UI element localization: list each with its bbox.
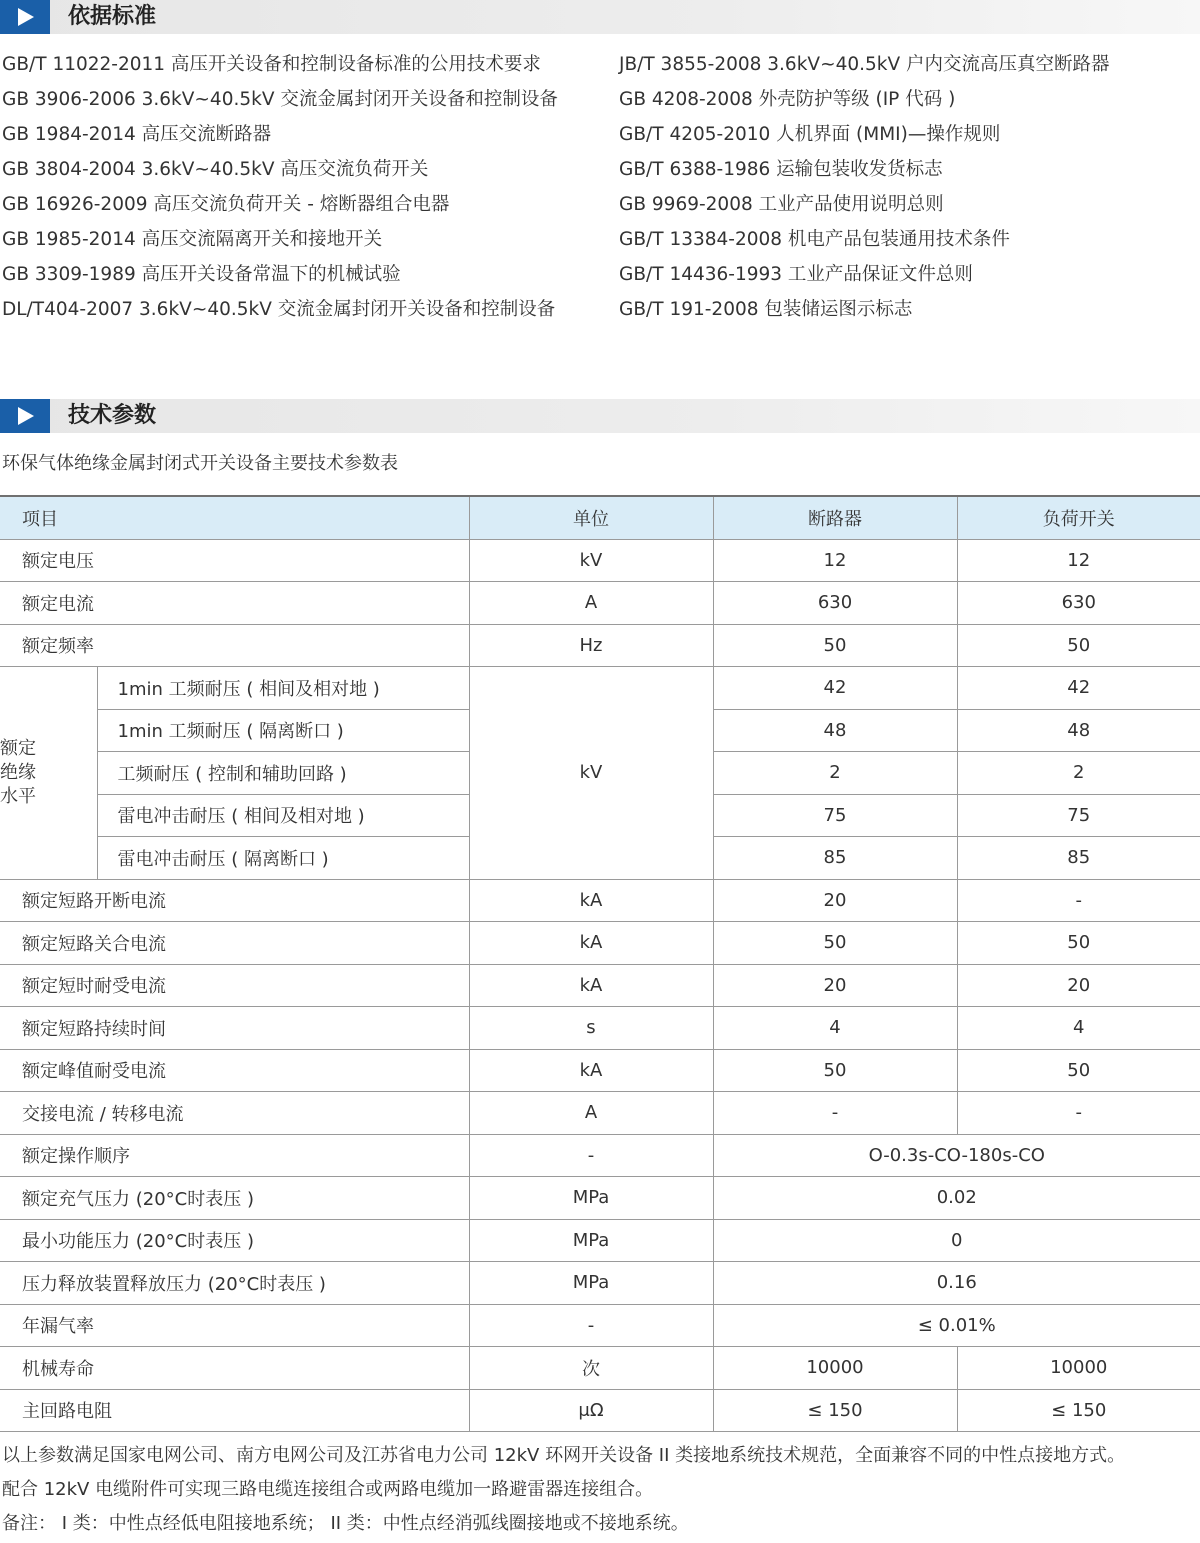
row-breaker-value: 50 (713, 1049, 957, 1092)
table-row (0, 582, 1200, 625)
play-arrow-icon (0, 0, 50, 34)
row-item: 额定操作顺序 (0, 1134, 469, 1177)
standard-item: GB/T 11022-2011 高压开关设备和控制设备标准的公用技术要求 (2, 54, 541, 75)
table-row (0, 1304, 1200, 1347)
row-unit: kA (469, 1049, 713, 1092)
row-unit: kA (469, 922, 713, 965)
table-row (0, 1092, 1200, 1135)
row-breaker-value: 20 (713, 964, 957, 1007)
table-row (0, 1219, 1200, 1262)
insulation-label-line: 绝缘 (0, 761, 36, 783)
row-unit: A (469, 1092, 713, 1135)
row-item: 额定电流 (0, 582, 469, 625)
table-row (0, 624, 1200, 667)
table-row (0, 1389, 1200, 1432)
standard-item: GB 3804-2004 3.6kV~40.5kV 高压交流负荷开关 (2, 159, 429, 180)
standard-item: GB 1984-2014 高压交流断路器 (2, 124, 272, 145)
row-item: 额定电压 (0, 539, 469, 582)
row-load-value: 48 (957, 709, 1200, 752)
row-breaker-value: 2 (713, 752, 957, 795)
row-breaker-value: 50 (713, 922, 957, 965)
table-header-row (0, 496, 1200, 539)
section-header-parameters (0, 399, 1200, 433)
row-load-value: - (957, 1092, 1200, 1135)
row-load-value: 630 (957, 582, 1200, 625)
standard-item: GB 4208-2008 外壳防护等级 (IP 代码 ) (619, 89, 956, 110)
table-row (0, 1347, 1200, 1390)
table-caption: 环保气体绝缘金属封闭式开关设备主要技术参数表 (2, 453, 398, 474)
row-item: 额定短路开断电流 (0, 879, 469, 922)
row-item: 年漏气率 (0, 1304, 469, 1347)
table-row (0, 922, 1200, 965)
note-line: 以上参数满足国家电网公司、南方电网公司及江苏省电力公司 12kV 环网开关设备 II 类接地系统技术规范，全面兼容不同的中性点接地方式。 (2, 1445, 1126, 1466)
table-row (0, 667, 1200, 710)
table-row (0, 539, 1200, 582)
row-breaker-value: 75 (713, 794, 957, 837)
row-item: 1min 工频耐压 ( 相间及相对地 ) (97, 667, 469, 710)
table-row (0, 879, 1200, 922)
row-load-value: 85 (957, 837, 1200, 880)
row-item: 压力释放装置释放压力 (20°C时表压 ) (0, 1262, 469, 1305)
row-unit: Hz (469, 624, 713, 667)
row-unit: MPa (469, 1177, 713, 1220)
row-breaker-value: ≤ 150 (713, 1389, 957, 1432)
table-row (0, 1262, 1200, 1305)
row-shared-value: ≤ 0.01% (713, 1304, 1200, 1347)
insulation-unit: kV (469, 667, 713, 880)
header-unit: 单位 (469, 496, 713, 539)
standard-item: GB/T 191-2008 包装储运图示标志 (619, 299, 913, 320)
row-unit: A (469, 582, 713, 625)
standard-item: GB 3906-2006 3.6kV~40.5kV 交流金属封闭开关设备和控制设备 (2, 89, 558, 110)
row-item: 工频耐压 ( 控制和辅助回路 ) (97, 752, 469, 795)
row-breaker-value: 85 (713, 837, 957, 880)
row-breaker-value: - (713, 1092, 957, 1135)
row-item: 交接电流 / 转移电流 (0, 1092, 469, 1135)
standard-item: GB 1985-2014 高压交流隔离开关和接地开关 (2, 229, 383, 250)
row-unit: - (469, 1134, 713, 1177)
row-shared-value: 0.02 (713, 1177, 1200, 1220)
parameters-table (0, 495, 1200, 1432)
standard-item: DL/T404-2007 3.6kV~40.5kV 交流金属封闭开关设备和控制设备 (2, 299, 556, 320)
standards-list-right (619, 50, 1110, 330)
section-title: 依据标准 (68, 4, 157, 29)
row-item: 额定频率 (0, 624, 469, 667)
row-load-value: - (957, 879, 1200, 922)
section-header-standards (0, 0, 1200, 34)
row-item: 额定短时耐受电流 (0, 964, 469, 1007)
standard-item: JB/T 3855-2008 3.6kV~40.5kV 户内交流高压真空断路器 (619, 54, 1110, 75)
row-load-value: 2 (957, 752, 1200, 795)
table-row (0, 1177, 1200, 1220)
row-load-value: 20 (957, 964, 1200, 1007)
row-breaker-value: 12 (713, 539, 957, 582)
row-shared-value: 0 (713, 1219, 1200, 1262)
row-breaker-value: 42 (713, 667, 957, 710)
row-unit: MPa (469, 1262, 713, 1305)
insulation-group-label (0, 667, 97, 880)
note-line: 备注： I 类：中性点经低电阻接地系统； II 类：中性点经消弧线圈接地或不接地系统。 (2, 1513, 689, 1534)
table-notes (2, 1441, 1125, 1543)
header-breaker: 断路器 (713, 496, 957, 539)
row-item: 主回路电阻 (0, 1389, 469, 1432)
table-row (0, 1134, 1200, 1177)
row-breaker-value: 630 (713, 582, 957, 625)
row-load-value: 12 (957, 539, 1200, 582)
row-unit: - (469, 1304, 713, 1347)
standard-item: GB/T 6388-1986 运输包装收发货标志 (619, 159, 943, 180)
standard-item: GB/T 4205-2010 人机界面 (MMI)—操作规则 (619, 124, 1001, 145)
row-breaker-value: 4 (713, 1007, 957, 1050)
note-line: 配合 12kV 电缆附件可实现三路电缆连接组合或两路电缆加一路避雷器连接组合。 (2, 1479, 654, 1500)
row-unit: MPa (469, 1219, 713, 1262)
row-load-value: 50 (957, 624, 1200, 667)
row-breaker-value: 48 (713, 709, 957, 752)
row-item: 1min 工频耐压 ( 隔离断口 ) (97, 709, 469, 752)
header-item: 项目 (0, 496, 469, 539)
header-load-switch: 负荷开关 (957, 496, 1200, 539)
row-breaker-value: 10000 (713, 1347, 957, 1390)
row-unit: kV (469, 539, 713, 582)
row-shared-value: 0.16 (713, 1262, 1200, 1305)
row-load-value: 4 (957, 1007, 1200, 1050)
row-shared-value: O-0.3s-CO-180s-CO (713, 1134, 1200, 1177)
row-unit: kA (469, 879, 713, 922)
row-item: 最小功能压力 (20°C时表压 ) (0, 1219, 469, 1262)
standards-list-left (2, 50, 558, 330)
insulation-label-line: 额定 (0, 737, 36, 759)
row-load-value: 75 (957, 794, 1200, 837)
section-title: 技术参数 (68, 403, 157, 428)
standard-item: GB 3309-1989 高压开关设备常温下的机械试验 (2, 264, 401, 285)
standard-item: GB 9969-2008 工业产品使用说明总则 (619, 194, 944, 215)
standard-item: GB/T 13384-2008 机电产品包装通用技术条件 (619, 229, 1010, 250)
play-arrow-icon (0, 399, 50, 433)
row-item: 雷电冲击耐压 ( 隔离断口 ) (97, 837, 469, 880)
row-breaker-value: 20 (713, 879, 957, 922)
row-item: 雷电冲击耐压 ( 相间及相对地 ) (97, 794, 469, 837)
row-unit: kA (469, 964, 713, 1007)
row-load-value: 50 (957, 1049, 1200, 1092)
row-unit: s (469, 1007, 713, 1050)
standard-item: GB 16926-2009 高压交流负荷开关 - 熔断器组合电器 (2, 194, 450, 215)
table-row (0, 1049, 1200, 1092)
row-breaker-value: 50 (713, 624, 957, 667)
row-load-value: 42 (957, 667, 1200, 710)
row-item: 额定短路关合电流 (0, 922, 469, 965)
row-load-value: 10000 (957, 1347, 1200, 1390)
row-unit: 次 (469, 1347, 713, 1390)
standard-item: GB/T 14436-1993 工业产品保证文件总则 (619, 264, 973, 285)
insulation-label-line: 水平 (0, 785, 36, 807)
row-item: 额定充气压力 (20°C时表压 ) (0, 1177, 469, 1220)
row-unit: μΩ (469, 1389, 713, 1432)
row-load-value: ≤ 150 (957, 1389, 1200, 1432)
row-item: 额定短路持续时间 (0, 1007, 469, 1050)
table-row (0, 964, 1200, 1007)
row-item: 机械寿命 (0, 1347, 469, 1390)
row-item: 额定峰值耐受电流 (0, 1049, 469, 1092)
table-row (0, 1007, 1200, 1050)
row-load-value: 50 (957, 922, 1200, 965)
